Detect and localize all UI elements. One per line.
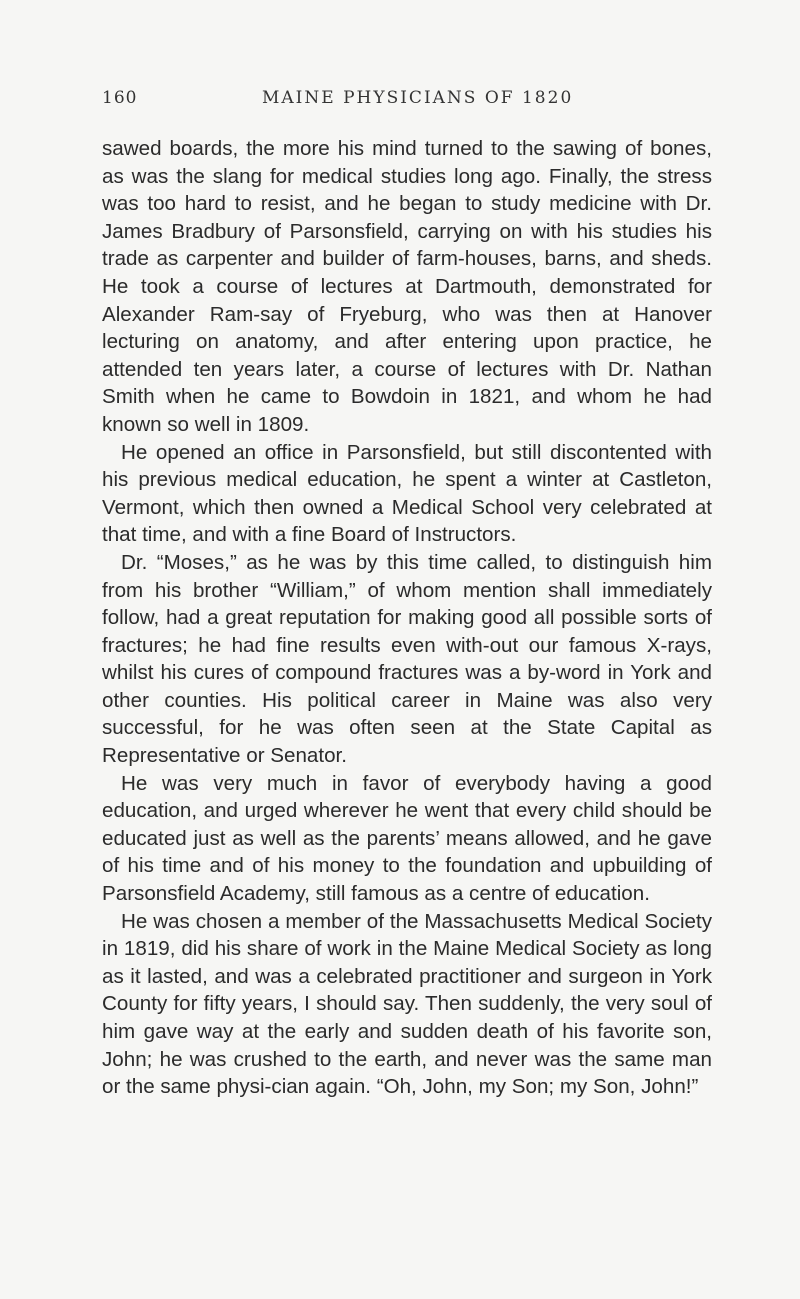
page-header (102, 88, 694, 112)
paragraph: He opened an office in Parsonsfield, but still discontented with his previous medical education, he spent a winter at Castleton, Vermont, which then owned a Medical School very celebrated at that time, and with a fine Board of Instructors. (102, 440, 712, 547)
body-text (102, 135, 712, 1101)
paragraph: Dr. “Moses,” as he was by this time called, to distinguish him from his brother “William,” of whom mention shall immediately follow, had a great reputation for making good all possible sorts of fractures; he had fine results even with-out our famous X-rays, whilst his cures of compound fractures was a by-word in York and other counties. His political career in Maine was also very successful, for he was often seen at the State Capital as Representative or Senator. (102, 550, 712, 768)
running-title: MAINE PHYSICIANS OF 1820 (262, 88, 574, 108)
page-number: 160 (102, 88, 138, 108)
paragraph: He was chosen a member of the Massachusetts Medical Society in 1819, did his share of work in the Maine Medical Society as long as it lasted, and was a celebrated practitioner and surgeon in York County for fifty years, I should say. Then suddenly, the very soul of him gave way at the early and sudden death of his favorite son, John; he was crushed to the earth, and never was the same man or the same physi-cian again. “Oh, John, my Son; my Son, John!” (102, 909, 712, 1099)
paragraph: He was very much in favor of everybody having a good education, and urged wherever he went that every child should be educated just as well as the parents’ means allowed, and he gave of his time and of his money to the foundation and upbuilding of Parsonsfield Academy, still famous as a centre of education. (102, 771, 712, 906)
paragraph: sawed boards, the more his mind turned to the sawing of bones, as was the slang for medical studies long ago. Finally, the stress was too hard to resist, and he began to study medicine with Dr. James Bradbury of Parsonsfield, carrying on with his studies his trade as carpenter and builder of farm-houses, barns, and sheds. He took a course of lectures at Dartmouth, demonstrated for Alexander Ram-say of Fryeburg, who was then at Hanover lecturing on anatomy, and after entering upon practice, he attended ten years later, a course of lectures with Dr. Nathan Smith when he came to Bowdoin in 1821, and whom he had known so well in 1809. (102, 137, 712, 436)
